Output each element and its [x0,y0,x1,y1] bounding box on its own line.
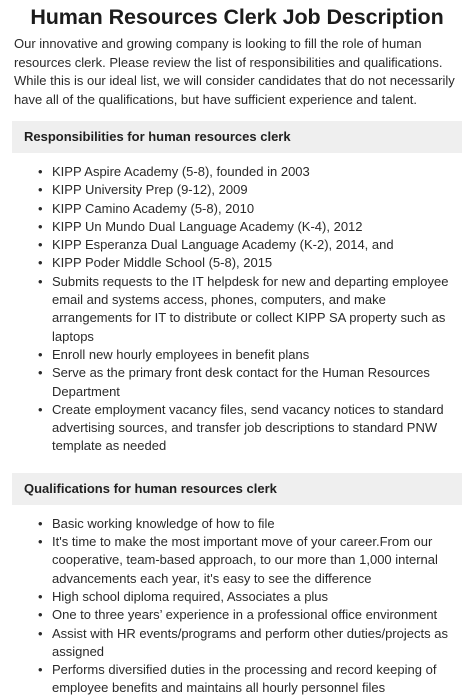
list-item: • It's time to make the most important move of your career.From our cooperative, team-based approach, to our more than 1,000 internal advancements each year, it's easy to see the difference [38,533,462,588]
list-item: • KIPP Aspire Academy (5-8), founded in 2003 [38,163,462,181]
list-item: • Performs diversified duties in the processing and record keeping of employee benefits and maintains all hourly personnel files [38,661,462,698]
responsibilities-header: Responsibilities for human resources clerk [12,121,462,153]
qualifications-list [12,505,462,698]
list-item: • Basic working knowledge of how to file [38,515,462,533]
list-item: • Serve as the primary front desk contact for the Human Resources Department [38,364,462,401]
list-item: • Create employment vacancy files, send vacancy notices to standard advertising sources, and transfer job descriptions to standard PNW template as needed [38,401,462,456]
list-item: • KIPP Un Mundo Dual Language Academy (K-4), 2012 [38,218,462,236]
list-item: • High school diploma required, Associates a plus [38,588,462,606]
list-item: • Submits requests to the IT helpdesk for new and departing employee email and systems access, phones, computers, and make arrangements for IT to distribute or collect KIPP SA property such as laptops [38,273,462,346]
list-item: • KIPP Esperanza Dual Language Academy (K-2), 2014, and [38,236,462,254]
qualifications-header: Qualifications for human resources clerk [12,473,462,505]
list-item: • One to three years’ experience in a professional office environment [38,606,462,624]
list-item: • Assist with HR events/programs and perform other duties/projects as assigned [38,625,462,662]
list-item: • KIPP Poder Middle School (5-8), 2015 [38,254,462,272]
page-title: Human Resources Clerk Job Description [30,5,444,29]
list-item: • Enroll new hourly employees in benefit plans [38,346,462,364]
responsibilities-list [12,153,462,456]
list-item: • KIPP University Prep (9-12), 2009 [38,181,462,199]
intro-paragraph: Our innovative and growing company is looking to fill the role of human resources clerk. Please review the list of responsibilities and qualifications. While this is our ideal list, we will consider candidates that do not necessarily have all of the qualifications, but have sufficient experience and talent. [14,36,455,107]
list-item: • KIPP Camino Academy (5-8), 2010 [38,200,462,218]
